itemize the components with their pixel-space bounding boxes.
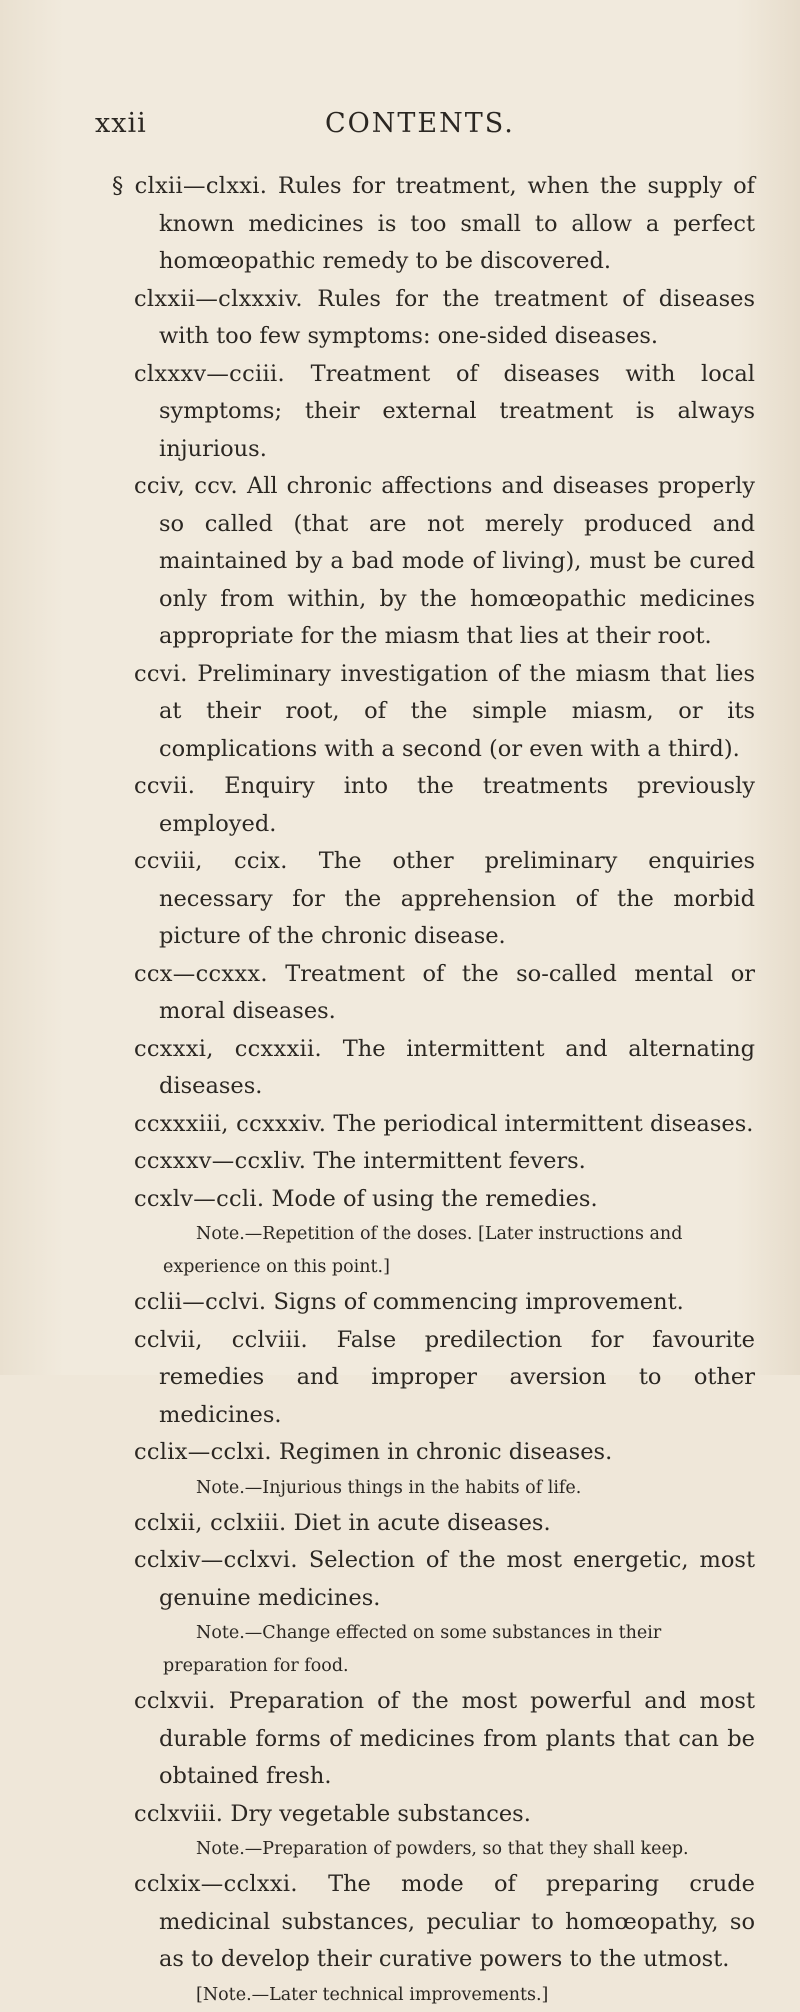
entry-text: The periodical intermittent diseases.	[333, 1110, 754, 1137]
contents-entry	[117, 1866, 755, 1979]
contents-entry	[117, 1505, 755, 1543]
entry-ref: cclxix—cclxxi.	[134, 1871, 298, 1897]
entry-ref: cclxiv—cclxvi.	[134, 1547, 298, 1573]
contents-entry	[117, 1284, 755, 1322]
entry-ref: clxxxv—cciii.	[134, 360, 285, 387]
entry-ref: ccxxxv—ccxliv.	[134, 1148, 307, 1174]
entry-text: The mode of preparing crude medicinal substances, peculiar to homœopathy, so as to develop their curative powers to the utmost.	[159, 1871, 755, 1972]
contents-entry	[117, 1106, 755, 1144]
entry-ref: ccviii, ccix.	[134, 848, 288, 874]
contents-entry	[117, 1542, 755, 1617]
entry-ref: § clxii—clxxi.	[112, 173, 268, 199]
entry-ref: ccxxxiii, ccxxxiv.	[134, 1110, 327, 1137]
entry-note: Note.—Change effected on some substances in their preparation for food.	[163, 1623, 662, 1676]
entry-text: Mode of using the remedies.	[271, 1185, 598, 1212]
entry-text: The intermittent fevers.	[313, 1148, 586, 1174]
contents-entry	[112, 168, 756, 281]
entry-text: False predilection for favourite remedies and improper aversion to other medicines.	[159, 1326, 755, 1428]
entry-text: Preliminary investigation of the miasm that lies at their root, of the simple miasm, or its complications with a second (or even with a third).	[159, 660, 755, 762]
entry-ref: ccxxxi, ccxxxii.	[134, 1035, 322, 1062]
contents-entry	[117, 768, 755, 843]
contents-entry	[117, 1031, 755, 1106]
entry-ref: cclxii, cclxiii.	[134, 1509, 287, 1536]
entry-text: Preparation of the most powerful and most durable forms of medicines from plants that can be obtained fresh.	[159, 1688, 755, 1789]
entry-note: Note.—Injurious things in the habits of life.	[196, 1477, 582, 1498]
contents-entry	[117, 356, 755, 469]
contents-entry	[117, 843, 755, 956]
entry-ref: cciv, ccv.	[134, 473, 238, 499]
contents-list	[0, 168, 800, 2012]
entry-text: Treatment of diseases with local symptoms; their external treatment is always injurious.	[159, 360, 755, 462]
entry-ref: ccvi.	[134, 660, 188, 687]
contents-entry	[117, 1181, 755, 1219]
entry-text: The intermittent and alternating diseases.	[159, 1035, 756, 1099]
contents-entry	[117, 956, 755, 1031]
entry-ref: cclxvii.	[134, 1688, 216, 1714]
entry-ref: cclix—cclxi.	[134, 1439, 272, 1465]
contents-entry	[117, 1143, 755, 1181]
page-header	[95, 108, 755, 148]
entry-text: Selection of the most energetic, most genuine medicines.	[159, 1547, 755, 1611]
contents-entry	[117, 1434, 755, 1472]
entry-text: The other preliminary enquiries necessary for the apprehension of the morbid picture of the chronic disease.	[159, 848, 755, 949]
entry-ref: ccvii.	[134, 773, 196, 799]
page-title: CONTENTS.	[325, 108, 515, 139]
entry-text: Diet in acute diseases.	[293, 1509, 551, 1536]
entry-text: Signs of commencing improvement.	[273, 1289, 684, 1315]
entry-note: Note.—Preparation of powders, so that they shall keep.	[196, 1839, 689, 1859]
entry-text: Rules for treatment, when the supply of known medicines is too small to allow a perfect homœopathic remedy to be discovered.	[159, 173, 756, 274]
entry-ref: cclxviii.	[134, 1800, 224, 1827]
contents-entry	[117, 1796, 755, 1834]
contents-entry	[117, 1683, 755, 1796]
entry-note: [Note.—Later technical improvements.]	[196, 1984, 549, 2005]
page-number: xxii	[95, 108, 147, 139]
entry-text: Regimen in chronic diseases.	[278, 1439, 613, 1465]
entry-ref: ccx—ccxxx.	[134, 960, 268, 987]
entry-ref: ccxlv—ccli.	[134, 1185, 265, 1212]
entry-ref: cclvii, cclviii.	[134, 1326, 308, 1353]
contents-entry	[117, 1322, 755, 1435]
entry-text: Treatment of the so-called mental or moral diseases.	[159, 960, 755, 1024]
entry-text: Enquiry into the treatments previously employed.	[159, 773, 755, 837]
entry-ref: clxxii—clxxxiv.	[134, 285, 303, 312]
contents-entry	[117, 656, 755, 769]
contents-entry	[117, 281, 755, 356]
entry-text: All chronic affections and diseases properly so called (that are not merely produced and maintained by a bad mode of living), must be cured only from within, by the homœopathic medicines appropriate for the miasm that lies at their root.	[159, 473, 755, 649]
contents-entry	[117, 468, 755, 656]
entry-text: Dry vegetable substances.	[230, 1800, 531, 1827]
entry-note: Note.—Repetition of the doses. [Later instructions and experience on this point.]	[163, 1224, 683, 1277]
entry-text: Rules for the treatment of diseases with too few symptoms: one-sided diseases.	[159, 285, 756, 349]
entry-ref: cclii—cclvi.	[134, 1289, 267, 1315]
